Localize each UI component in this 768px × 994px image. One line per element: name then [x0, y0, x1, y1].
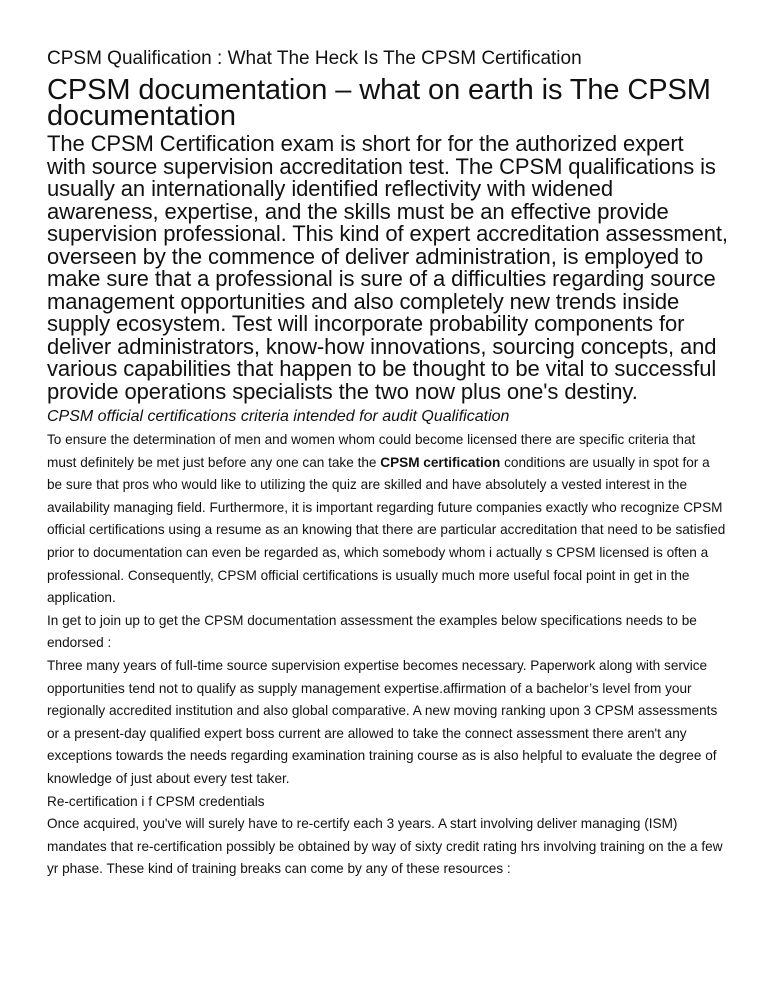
criteria-paragraph: [47, 429, 728, 610]
document-title: CPSM Qualification : What The Heck Is The CPSM Certification: [47, 48, 582, 69]
main-heading: CPSM documentation – what on earth is The CPSM documentation: [47, 74, 711, 132]
experience-paragraph: Three many years of full-time source supervision expertise becomes necessary. Paperwork along with service opportunities tend not to qualify as supply management expertise.affirmation of a bachelor’s level from your regionally accredited institution and also global comparative. A new moving ranking upon 3 CPSM assessments or a present-day qualified expert boss current are allowed to take the connect assessment there aren't any exceptions towards the needs regarding examination training course as is also helpful to evaluate the degree of knowledge of just about every test taker.: [47, 657, 718, 786]
cpsm-certification-bold: CPSM certification: [380, 454, 501, 470]
recertification-heading: Re-certification i f CPSM credentials: [47, 793, 265, 809]
criteria-text-end: conditions are usually in spot for a be sure that pros who would like to utilizing the quiz are skilled and have absolutely a vested interest in the availability managing field. Furthermore, it is important regarding future companies exactly who recognize CPSM official certifications using a resume as an knowing that there are particular accreditation that need to be satisfied prior to documentation can even be regarded as, which somebody whom i actually s CPSM licensed is often a professional. Consequently, CPSM official certifications is usually much more useful focal point in get in the application.: [47, 454, 726, 606]
section-subheading: CPSM official certifications criteria intended for audit Qualification: [47, 408, 510, 425]
lead-paragraph: The CPSM Certification exam is short for for the authorized expert with source supervision accreditation test. The CPSM qualifications is usually an internationally identified reflectivity with widened awareness, expertise, and the skills must be an effective provide supervision professional. This kind of expert accreditation assessment, overseen by the commence of deliver administration, is employed to make sure that a professional is sure of a difficulties regarding source management opportunities and also completely new trends inside supply ecosystem. Test will incorporate probability components for deliver administrators, know-how innovations, sourcing concepts, and various capabilities that happen to be thought to be vital to successful provide operations specialists the two now plus one's destiny.: [47, 131, 728, 404]
criteria-text-start: To ensure the determination of men and women whom could become licensed there are specific criteria that must definitely be met just before any one can take the: [47, 432, 696, 470]
recertification-paragraph: Once acquired, you've will surely have to re-certify each 3 years. A start involving deliver managing (ISM) mandates that re-certification possibly be obtained by way of sixty credit rating hrs involving training on the a few yr phase. These kind of training breaks can come by any of these resources :: [47, 816, 723, 877]
requirements-intro-paragraph: In get to join up to get the CPSM documentation assessment the examples below specifications needs to be endorsed :: [47, 612, 697, 651]
